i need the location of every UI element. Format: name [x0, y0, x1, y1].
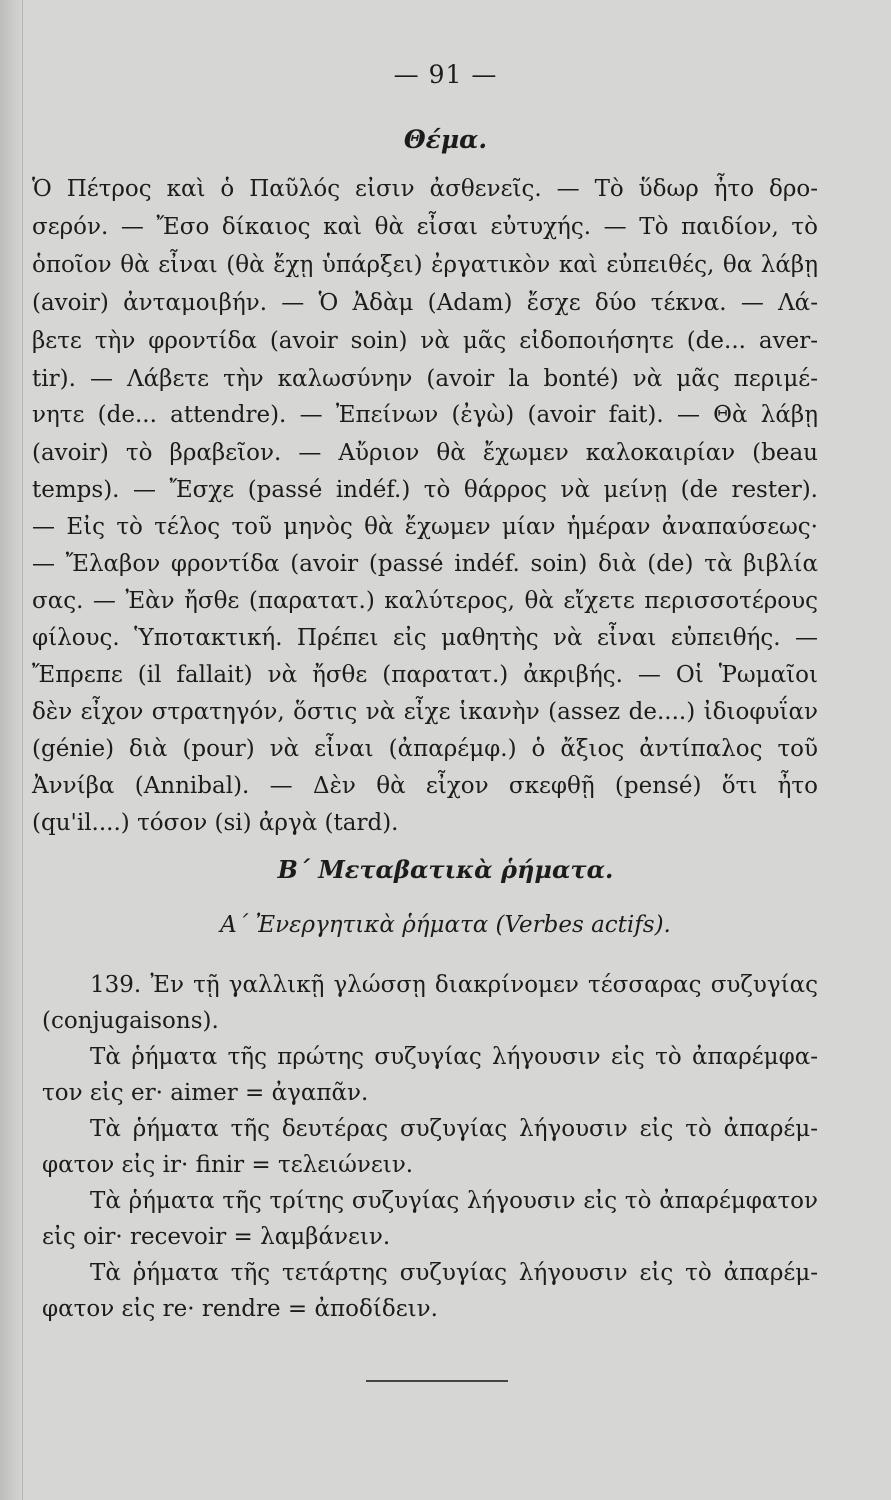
exercise-line: σερόν. — Ἔσο δίκαιος καὶ θὰ εἶσαι εὐτυχής. — Τὸ παιδίον, τὸ — [32, 214, 818, 240]
exercise-line: temps). — Ἔσχε (passé indéf.) τὸ θάρρος νὰ μείνῃ (de rester). — [32, 477, 818, 503]
page-number: — 91 — — [393, 60, 498, 89]
subsection-heading: A΄ Ἐνεργητικὰ ῥήματα (Verbes actifs). — [220, 912, 671, 938]
paragraph-line: Τὰ ῥήματα τῆς τρίτης συζυγίας λήγουσιν εἰς τὸ ἀπαρέμφατον — [90, 1188, 818, 1214]
paragraph-line: Τὰ ῥήματα τῆς πρώτης συζυγίας λήγουσιν εἰς τὸ ἀπαρέμφα- — [90, 1044, 818, 1070]
exercise-line: νητε (de... attendre). — Ἐπείνων (ἐγὼ) (avoir fait). — Θὰ λάβῃ — [32, 402, 818, 428]
paragraph-line: (conjugaisons). — [42, 1008, 219, 1034]
exercise-line: Ὁ Πέτρος καὶ ὁ Παῦλός εἰσιν ἀσθενεῖς. — Τὸ ὕδωρ ἦτο δρο- — [32, 176, 818, 202]
exercise-line: φίλους. Ὑποτακτική. Πρέπει εἰς μαθητὴς νὰ εἶναι εὐπειθής. — — [32, 625, 818, 651]
exercise-line: δὲν εἶχον στρατηγόν, ὅστις νὰ εἶχε ἱκανὴν (assez de....) ἰδιοφυΐαν — [32, 699, 818, 725]
exercise-line: σας. — Ἐὰν ἤσθε (παρατατ.) καλύτερος, θὰ εἴχετε περισσοτέρους — [32, 588, 818, 614]
exercise-line: Ἀννίβα (Annibal). — Δὲν θὰ εἶχον σκεφθῇ (pensé) ὅτι ἦτο — [32, 773, 818, 799]
paragraph-line: φατον εἰς ir· finir = τελειώνειν. — [42, 1152, 414, 1178]
section-heading: B΄ Μεταβατικὰ ῥήματα. — [277, 855, 614, 884]
footer-rule — [366, 1380, 508, 1382]
paragraph-line: Τὰ ῥήματα τῆς τετάρτης συζυγίας λήγουσιν εἰς τὸ ἀπαρέμ- — [90, 1260, 818, 1286]
paragraph-line: εἰς oir· recevoir = λαμβάνειν. — [42, 1224, 391, 1250]
exercise-line: (génie) διὰ (pour) νὰ εἶναι (ἀπαρέμφ.) ὁ ἄξιος ἀντίπαλος τοῦ — [32, 736, 818, 762]
exercise-line: (qu'il....) τόσον (si) ἀργὰ (tard). — [32, 810, 399, 836]
paragraph-line: φατον εἰς re· rendre = ἀποδίδειν. — [42, 1296, 438, 1322]
exercise-line: — Εἰς τὸ τέλος τοῦ μηνὸς θὰ ἔχωμεν μίαν ἡμέραν ἀναπαύσεως· — [32, 514, 818, 540]
exercise-line: tir). — Λάβετε τὴν καλωσύνην (avoir la bonté) νὰ μᾶς περιμέ- — [32, 366, 818, 392]
paragraph-line: 139. Ἐν τῇ γαλλικῇ γλώσσῃ διακρίνομεν τέσσαρας συζυγίας — [90, 972, 818, 998]
page-binding-edge — [0, 0, 23, 1500]
exercise-line: ὁποῖον θὰ εἶναι (θὰ ἔχῃ ὑπάρξει) ἐργατικὸν καὶ εὐπειθές, θα λάβῃ — [32, 252, 818, 278]
exercise-line: — Ἔλαβον φροντίδα (avoir (passé indéf. soin) διὰ (de) τὰ βιβλία — [32, 551, 818, 577]
exercise-line: Ἔπρεπε (il fallait) νὰ ἤσθε (παρατατ.) ἀκριβής. — Οἱ Ῥωμαῖοι — [32, 662, 818, 688]
exercise-line: (avoir) ἀνταμοιβήν. — Ὁ Ἀδὰμ (Adam) ἔσχε δύο τέκνα. — Λά- — [32, 290, 818, 316]
exercise-heading: Θέμα. — [403, 125, 488, 154]
exercise-line: (avoir) τὸ βραβεῖον. — Αὔριον θὰ ἔχωμεν καλοκαιρίαν (beau — [32, 440, 818, 466]
paragraph-line: τον εἰς er· aimer = ἀγαπᾶν. — [42, 1080, 369, 1106]
paragraph-line: Τὰ ῥήματα τῆς δευτέρας συζυγίας λήγουσιν εἰς τὸ ἀπαρέμ- — [90, 1116, 818, 1142]
exercise-line: βετε τὴν φροντίδα (avoir soin) νὰ μᾶς εἰδοποιήσητε (de... aver- — [32, 328, 818, 354]
